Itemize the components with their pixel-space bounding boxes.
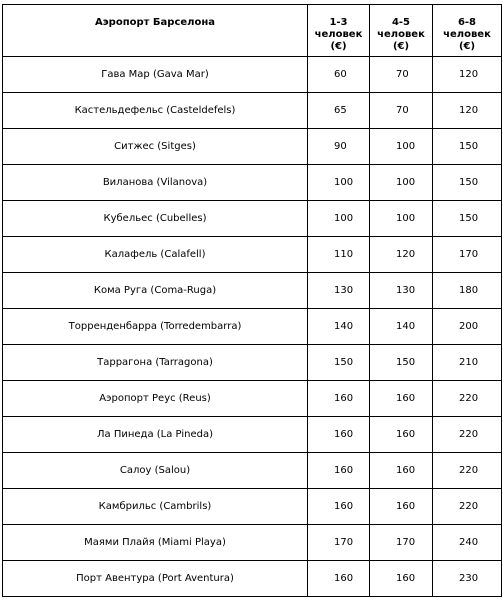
price-cell: 220 <box>433 381 502 417</box>
price-cell: 160 <box>308 381 370 417</box>
table-row <box>3 453 502 489</box>
price-cell: 220 <box>433 417 502 453</box>
price-cell: 150 <box>433 165 502 201</box>
price-cell: 160 <box>370 417 433 453</box>
price-cell: 140 <box>370 309 433 345</box>
price-cell: 100 <box>308 201 370 237</box>
price-cell: 160 <box>370 453 433 489</box>
price-cell: 100 <box>370 129 433 165</box>
price-cell: 170 <box>370 525 433 561</box>
table-row <box>3 165 502 201</box>
price-cell: 200 <box>433 309 502 345</box>
table-row <box>3 129 502 165</box>
price-cell: 170 <box>433 237 502 273</box>
group-word: человек <box>443 29 491 40</box>
price-cell: 150 <box>433 129 502 165</box>
destination-cell: Кубельес (Cubelles) <box>3 201 308 237</box>
price-cell: 120 <box>433 93 502 129</box>
table-row <box>3 201 502 237</box>
table-row <box>3 381 502 417</box>
table-row <box>3 417 502 453</box>
price-cell: 90 <box>308 129 370 165</box>
price-cell: 70 <box>370 93 433 129</box>
group-header-1-3 <box>308 5 370 57</box>
price-cell: 220 <box>433 489 502 525</box>
price-cell: 210 <box>433 345 502 381</box>
group-unit: (€) <box>458 41 476 52</box>
destination-cell: Торренденбарра (Torredembarra) <box>3 309 308 345</box>
destination-cell: Аэропорт Реус (Reus) <box>3 381 308 417</box>
group-unit: (€) <box>330 41 347 52</box>
price-cell: 65 <box>308 93 370 129</box>
price-cell: 160 <box>370 381 433 417</box>
destination-cell: Порт Авентура (Port Aventura) <box>3 561 308 597</box>
price-cell: 130 <box>308 273 370 309</box>
price-cell: 60 <box>308 57 370 93</box>
price-cell: 150 <box>370 345 433 381</box>
group-word: человек <box>314 29 363 40</box>
price-cell: 100 <box>370 165 433 201</box>
destination-cell: Ла Пинеда (La Pineda) <box>3 417 308 453</box>
price-cell: 150 <box>433 201 502 237</box>
price-table <box>2 4 502 597</box>
price-cell: 220 <box>433 453 502 489</box>
destination-cell: Калафель (Calafell) <box>3 237 308 273</box>
destination-cell: Камбрильс (Cambrils) <box>3 489 308 525</box>
group-unit: (€) <box>392 41 410 52</box>
table-row <box>3 273 502 309</box>
table-row <box>3 489 502 525</box>
price-cell: 150 <box>308 345 370 381</box>
group-header-4-5 <box>370 5 433 57</box>
table-row <box>3 93 502 129</box>
group-range: 1-3 <box>329 17 348 28</box>
price-cell: 160 <box>308 453 370 489</box>
price-cell: 70 <box>370 57 433 93</box>
destination-header: Аэропорт Барселона <box>3 5 308 57</box>
destination-cell: Ситжес (Sitges) <box>3 129 308 165</box>
destination-cell: Маями Плайя (Miami Playa) <box>3 525 308 561</box>
destination-cell: Кома Руга (Coma-Ruga) <box>3 273 308 309</box>
group-word: человек <box>377 29 425 40</box>
price-cell: 160 <box>308 561 370 597</box>
price-cell: 160 <box>308 417 370 453</box>
price-cell: 180 <box>433 273 502 309</box>
table-row <box>3 237 502 273</box>
destination-cell: Салоу (Salou) <box>3 453 308 489</box>
price-cell: 160 <box>370 489 433 525</box>
table-header <box>3 5 502 57</box>
price-cell: 240 <box>433 525 502 561</box>
price-cell: 140 <box>308 309 370 345</box>
price-cell: 110 <box>308 237 370 273</box>
table-body <box>3 57 502 597</box>
header-row <box>3 5 502 57</box>
price-cell: 100 <box>370 201 433 237</box>
group-header-6-8 <box>433 5 502 57</box>
destination-cell: Гава Мар (Gava Mar) <box>3 57 308 93</box>
table-row <box>3 57 502 93</box>
group-range: 4-5 <box>391 17 411 28</box>
price-cell: 130 <box>370 273 433 309</box>
price-cell: 100 <box>308 165 370 201</box>
table-row <box>3 525 502 561</box>
price-cell: 230 <box>433 561 502 597</box>
destination-cell: Виланова (Vilanova) <box>3 165 308 201</box>
table-row <box>3 561 502 597</box>
price-cell: 120 <box>433 57 502 93</box>
price-cell: 160 <box>370 561 433 597</box>
destination-cell: Таррагона (Tarragona) <box>3 345 308 381</box>
group-range: 6-8 <box>457 17 477 28</box>
destination-cell: Кастельдефельс (Casteldefels) <box>3 93 308 129</box>
table-row <box>3 345 502 381</box>
price-cell: 170 <box>308 525 370 561</box>
price-cell: 120 <box>370 237 433 273</box>
price-cell: 160 <box>308 489 370 525</box>
table-row <box>3 309 502 345</box>
